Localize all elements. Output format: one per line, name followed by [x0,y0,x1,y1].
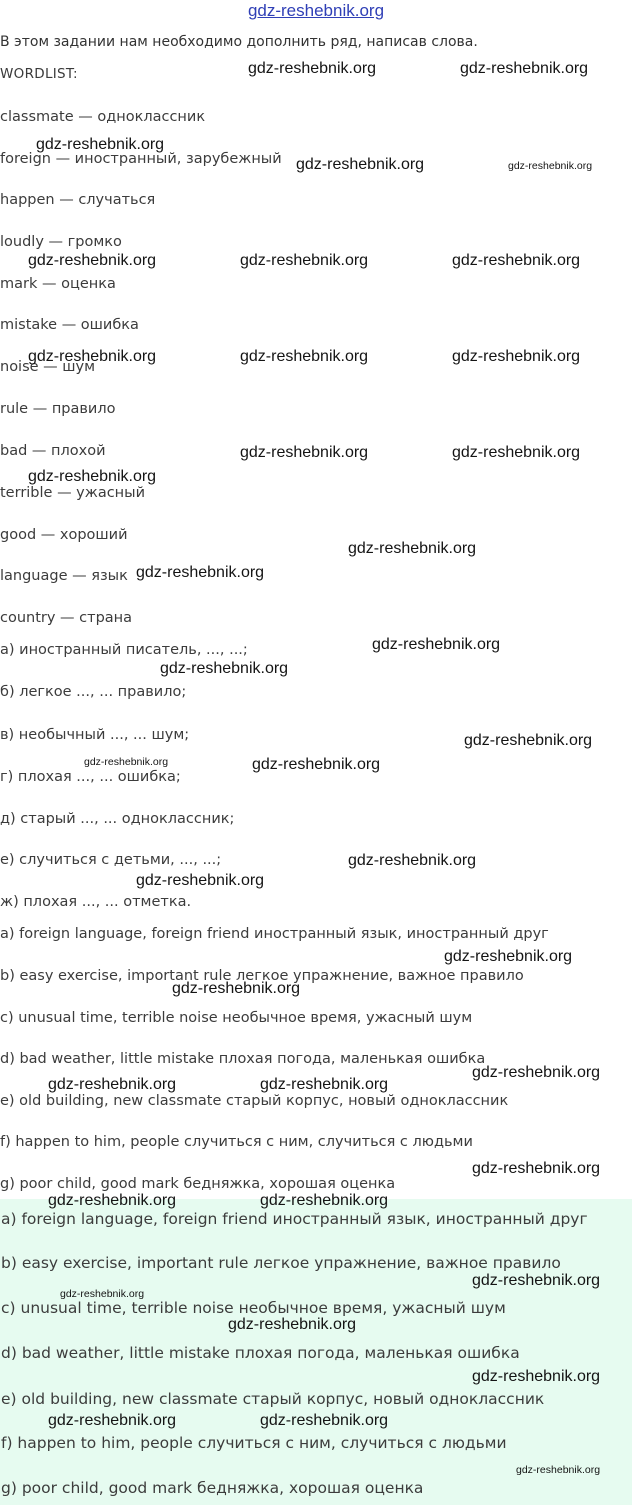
watermark: gdz-reshebnik.org [372,636,501,653]
watermark: gdz-reshebnik.org [228,1316,357,1333]
highlighted-answer-item: g) poor child, good mark бедняжка, хорошая оценка [1,1479,424,1497]
site-header-link[interactable]: gdz-reshebnik.org [247,1,385,20]
highlighted-answer-item: c) unusual time, terrible noise необычное время, ужасный шум [1,1299,506,1317]
watermark: gdz-reshebnik.org [260,1076,389,1093]
watermark: gdz-reshebnik.org [28,348,157,365]
watermark: gdz-reshebnik.org [472,1272,601,1289]
wordlist-item: loudly — громко [0,234,122,250]
task-item: д) старый ..., ... одноклассник; [0,811,235,827]
highlighted-answer-item: b) easy exercise, important rule легкое упражнение, важное правило [1,1254,561,1272]
wordlist-item: mark — оценка [0,276,116,292]
watermark: gdz-reshebnik.org [136,564,265,581]
watermark: gdz-reshebnik.org [60,1288,145,1300]
task-item: а) иностранный писатель, ..., ...; [0,642,248,658]
watermark: gdz-reshebnik.org [28,468,157,485]
answer-item: f) happen to him, people случиться с ним, случиться с людьми [0,1134,473,1150]
watermark: gdz-reshebnik.org [460,60,589,77]
watermark: gdz-reshebnik.org [348,852,477,869]
wordlist-item: country — страна [0,610,133,626]
wordlist-item: bad — плохой [0,443,106,459]
watermark: gdz-reshebnik.org [348,540,477,557]
watermark: gdz-reshebnik.org [84,756,169,768]
highlighted-answer-item: d) bad weather, little mistake плохая погода, маленькая ошибка [1,1344,520,1362]
answer-item: g) poor child, good mark бедняжка, хорошая оценка [0,1176,396,1192]
watermark: gdz-reshebnik.org [452,348,581,365]
task-item: ж) плохая ..., ... отметка. [0,894,192,910]
answer-item: a) foreign language, foreign friend иностранный язык, иностранный друг [0,926,549,942]
watermark: gdz-reshebnik.org [172,980,301,997]
answer-item: b) easy exercise, important rule легкое упражнение, важное правило [0,968,524,984]
wordlist-title: WORDLIST: [0,66,78,82]
wordlist-item: foreign — иностранный, зарубежный [0,151,282,167]
watermark: gdz-reshebnik.org [36,136,165,153]
wordlist-item: noise — шум [0,359,96,375]
task-item: е) случиться с детьми, ..., ...; [0,852,222,868]
intro-text: В этом задании нам необходимо дополнить ряд, написав слова. [0,34,478,50]
watermark: gdz-reshebnik.org [260,1412,389,1429]
wordlist-item: rule — правило [0,401,116,417]
watermark: gdz-reshebnik.org [240,252,369,269]
watermark: gdz-reshebnik.org [452,252,581,269]
watermark: gdz-reshebnik.org [248,60,377,77]
watermark: gdz-reshebnik.org [28,252,157,269]
watermark: gdz-reshebnik.org [48,1192,177,1209]
task-item: г) плохая ..., ... ошибка; [0,769,181,785]
watermark: gdz-reshebnik.org [472,1160,601,1177]
task-item: в) необычный ..., ... шум; [0,727,190,743]
answer-item: c) unusual time, terrible noise необычное время, ужасный шум [0,1010,473,1026]
wordlist-item: terrible — ужасный [0,485,146,501]
wordlist-item: good — хороший [0,527,128,543]
wordlist-item: mistake — ошибка [0,317,139,333]
watermark: gdz-reshebnik.org [296,156,425,173]
wordlist-item: classmate — одноклассник [0,109,206,125]
watermark: gdz-reshebnik.org [444,948,573,965]
watermark: gdz-reshebnik.org [464,732,593,749]
watermark: gdz-reshebnik.org [516,1464,601,1476]
highlighted-answer-item: e) old building, new classmate старый корпус, новый одноклассник [1,1390,545,1408]
wordlist-item: language — язык [0,568,128,584]
wordlist-item: happen — случаться [0,192,156,208]
watermark: gdz-reshebnik.org [136,872,265,889]
watermark: gdz-reshebnik.org [260,1192,389,1209]
watermark: gdz-reshebnik.org [240,444,369,461]
watermark: gdz-reshebnik.org [48,1076,177,1093]
answer-item: e) old building, new classmate старый корпус, новый одноклассник [0,1093,509,1109]
answer-item: d) bad weather, little mistake плохая погода, маленькая ошибка [0,1051,486,1067]
watermark: gdz-reshebnik.org [452,444,581,461]
watermark: gdz-reshebnik.org [472,1064,601,1081]
watermark: gdz-reshebnik.org [48,1412,177,1429]
watermark: gdz-reshebnik.org [252,756,381,773]
highlighted-answer-item: f) happen to him, people случиться с ним, случиться с людьми [1,1434,507,1452]
watermark: gdz-reshebnik.org [472,1368,601,1385]
highlighted-answer-item: a) foreign language, foreign friend иностранный язык, иностранный друг [1,1210,588,1228]
watermark: gdz-reshebnik.org [240,348,369,365]
watermark: gdz-reshebnik.org [160,660,289,677]
task-item: б) легкое ..., ... правило; [0,684,187,700]
watermark: gdz-reshebnik.org [508,160,593,172]
